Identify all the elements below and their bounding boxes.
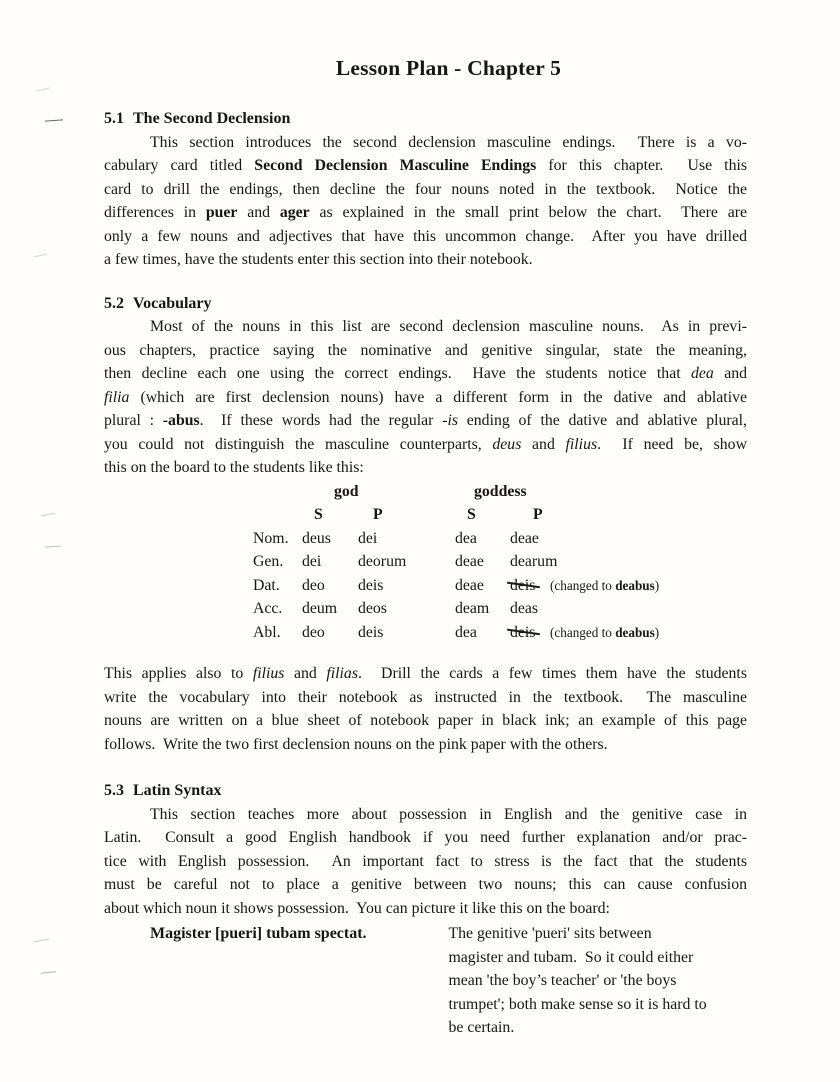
text-line: must be careful not to place a genitive between two nouns; this can cause confusion bbox=[104, 876, 747, 893]
text-line: mean 'the boy’s teacher' or 'the boys bbox=[448, 972, 677, 989]
text-line: follows. Write the two first declension nouns on the pink paper with the others. bbox=[104, 735, 608, 753]
text-line: plural : -abus. If these words had the regular -is ending of the dative and ablative plural, bbox=[104, 412, 748, 429]
subheader-singular-goddess: S bbox=[467, 506, 476, 523]
case-label: Dat. bbox=[253, 576, 280, 594]
case-label: Abl. bbox=[253, 623, 281, 641]
document-body bbox=[104, 107, 747, 1040]
cell: deam bbox=[455, 600, 490, 617]
scan-artifact-mark bbox=[34, 254, 47, 258]
text-line: magister and tubam. So it could either bbox=[448, 948, 694, 966]
section-5-3-title: Latin Syntax bbox=[133, 782, 222, 799]
cell: dea bbox=[455, 529, 477, 547]
section-5-1-paragraph bbox=[104, 131, 747, 272]
text-line: only a few nouns and adjectives that have this uncommon change. After you have drilled bbox=[104, 227, 747, 245]
example-explanation bbox=[449, 922, 748, 1040]
text-line: The genitive 'pueri' sits between bbox=[448, 925, 652, 942]
text-line: Most of the nouns in this list are second declension masculine nouns. As in previ- bbox=[150, 318, 747, 335]
scan-artifact-mark bbox=[41, 513, 55, 516]
scan-artifact-mark bbox=[45, 119, 63, 121]
text-line: tice with English possession. An important fact to stress is the fact that the students bbox=[104, 852, 747, 870]
section-5-1-title: The Second Declension bbox=[133, 110, 291, 127]
table-subheader-row bbox=[253, 503, 747, 527]
subheader-plural-god: P bbox=[373, 506, 383, 523]
text-line: about which noun it shows possession. You can picture it like this on the board: bbox=[104, 899, 610, 917]
cell: dei bbox=[302, 553, 322, 570]
text-line: then decline each one using the correct endings. Have the students notice that dea and bbox=[104, 365, 747, 382]
latin-example-sentence: Magister [pueri] tubam spectat. bbox=[150, 925, 367, 942]
cell: deis bbox=[358, 623, 384, 641]
cell: deus bbox=[302, 529, 331, 547]
text-line: differences in puer and ager as explained in the small print below the chart. There are bbox=[104, 204, 747, 221]
text-line: ous chapters, practice saying the nominative and genitive singular, state the meaning, bbox=[104, 341, 747, 359]
table-row-accusative bbox=[253, 597, 747, 621]
subheader-singular-god: S bbox=[314, 506, 323, 523]
table-row-genitive bbox=[253, 550, 747, 574]
scan-artifact-mark bbox=[33, 938, 49, 942]
cell: dea bbox=[455, 623, 477, 641]
scan-artifact-mark bbox=[45, 545, 61, 547]
cell: deos bbox=[358, 600, 387, 617]
text-line: trumpet'; both make sense so it is hard to bbox=[448, 995, 707, 1013]
text-line: this on the board to the students like this: bbox=[104, 459, 364, 476]
crossed-out-cell: deis bbox=[510, 574, 590, 598]
text-line: Latin. Consult a good English handbook if you need further explanation and/or prac- bbox=[104, 829, 747, 846]
table-row-dative bbox=[253, 574, 747, 598]
case-label: Nom. bbox=[253, 529, 289, 547]
cell: deae bbox=[455, 553, 484, 570]
cell: dearum bbox=[510, 553, 558, 570]
section-5-2-number: 5.2 bbox=[104, 294, 124, 312]
text-line: nouns are written on a blue sheet of notebook paper in black ink; an example of this page bbox=[104, 712, 747, 729]
section-5-2-title: Vocabulary bbox=[133, 294, 212, 312]
group-header-goddess: goddess bbox=[474, 482, 527, 500]
table-row-ablative bbox=[253, 621, 747, 645]
section-5-1-heading bbox=[104, 107, 747, 131]
text-line: filia (which are first declension nouns) have a different form in the dative and ablative bbox=[104, 388, 747, 406]
cell: deae bbox=[510, 529, 539, 547]
scan-artifact-mark bbox=[41, 971, 56, 974]
annotation: (changed to deabus) bbox=[550, 625, 660, 640]
text-line: This section introduces the second declension masculine endings. There is a vo- bbox=[150, 133, 747, 151]
table-row-nominative bbox=[253, 527, 747, 551]
declension-table bbox=[253, 480, 747, 645]
section-5-3-paragraph bbox=[104, 803, 747, 921]
cell: deum bbox=[302, 600, 338, 617]
section-5-2-paragraph bbox=[104, 315, 747, 480]
board-example bbox=[104, 922, 747, 1040]
cell: dei bbox=[358, 529, 378, 547]
annotation: (changed to deabus) bbox=[550, 578, 660, 593]
cell: deo bbox=[302, 576, 325, 594]
group-header-god: god bbox=[334, 482, 359, 500]
cell: deis bbox=[358, 576, 384, 594]
cell: deas bbox=[510, 600, 539, 617]
cell: deo bbox=[302, 623, 325, 641]
page-title: Lesson Plan - Chapter 5 bbox=[335, 56, 562, 80]
section-5-2-heading bbox=[104, 292, 747, 316]
text-line: This section teaches more about possession in English and the genitive case in bbox=[150, 805, 747, 823]
text-line: This applies also to filius and filias. Drill the cards a few times them have the students bbox=[104, 665, 747, 682]
text-line: write the vocabulary into their notebook as instructed in the textbook. The masculine bbox=[104, 688, 747, 706]
text-line: be certain. bbox=[448, 1019, 515, 1036]
text-line: you could not distinguish the masculine counterparts, deus and filius. If need be, show bbox=[104, 435, 747, 453]
section-5-3-number: 5.3 bbox=[104, 782, 124, 799]
case-label: Acc. bbox=[253, 600, 283, 617]
after-table-paragraph bbox=[104, 662, 747, 756]
crossed-out-cell: deis bbox=[510, 621, 590, 645]
subheader-plural-goddess: P bbox=[533, 506, 543, 523]
cell: deae bbox=[455, 576, 484, 594]
scan-artifact-mark bbox=[36, 87, 50, 91]
section-5-1-number: 5.1 bbox=[104, 110, 124, 127]
text-line: a few times, have the students enter this section into their notebook. bbox=[104, 251, 533, 268]
case-label: Gen. bbox=[253, 553, 284, 570]
cell: deorum bbox=[358, 553, 407, 570]
section-5-3-heading bbox=[104, 779, 747, 803]
table-group-header-row bbox=[253, 480, 747, 504]
text-line: cabulary card titled Second Declension Masculine Endings for this chapter. Use this bbox=[104, 157, 748, 174]
text-line: card to drill the endings, then decline the four nouns noted in the textbook. Notice the bbox=[104, 180, 747, 198]
